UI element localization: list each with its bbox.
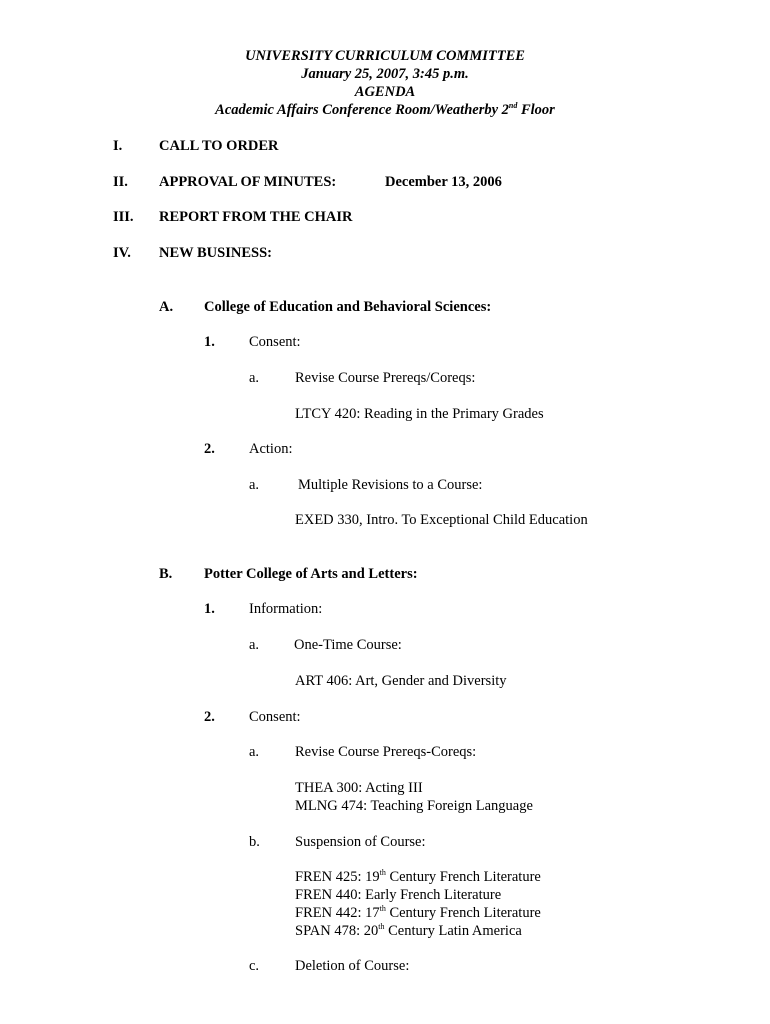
- item-number: 1.: [204, 601, 215, 617]
- item-label: Action:: [249, 441, 293, 457]
- item-label: Consent:: [249, 334, 301, 350]
- committee-title: UNIVERSITY CURRICULUM COMMITTEE: [245, 48, 525, 64]
- subitem-letter: a.: [249, 370, 260, 386]
- section-number: I.: [113, 138, 123, 154]
- agenda-label: AGENDA: [354, 84, 416, 100]
- course-entry: SPAN 478: 20th Century Latin America: [295, 922, 522, 939]
- item-number: 2.: [204, 441, 215, 457]
- college-letter: B.: [159, 566, 173, 582]
- subitem-label: Suspension of Course:: [295, 834, 426, 850]
- section-number: II.: [113, 174, 128, 190]
- item-number: 1.: [204, 334, 215, 350]
- section-title: REPORT FROM THE CHAIR: [159, 209, 353, 225]
- subitem-letter: a.: [249, 637, 260, 653]
- college-title: Potter College of Arts and Letters:: [204, 566, 418, 582]
- section-title: CALL TO ORDER: [159, 138, 279, 154]
- section-number: III.: [113, 209, 134, 225]
- course-entry: LTCY 420: Reading in the Primary Grades: [295, 406, 544, 422]
- course-entry: EXED 330, Intro. To Exceptional Child Education: [295, 512, 588, 528]
- course-entry: ART 406: Art, Gender and Diversity: [295, 673, 507, 689]
- course-entry: FREN 425: 19th Century French Literature: [295, 868, 541, 885]
- subitem-label: Revise Course Prereqs/Coreqs:: [295, 370, 476, 386]
- course-entry: FREN 440: Early French Literature: [295, 887, 502, 903]
- subitem-letter: a.: [249, 477, 260, 493]
- subitem-label: Multiple Revisions to a Course:: [298, 477, 483, 493]
- subitem-letter: b.: [249, 834, 260, 850]
- subitem-label: Deletion of Course:: [295, 958, 410, 974]
- section-title: NEW BUSINESS:: [159, 245, 272, 261]
- subitem-letter: c.: [249, 958, 260, 974]
- item-label: Consent:: [249, 709, 301, 725]
- course-entry: THEA 300: Acting III: [295, 780, 423, 796]
- meeting-location: Academic Affairs Conference Room/Weatherby 2nd Floor: [215, 101, 555, 118]
- subitem-label: One-Time Course:: [294, 637, 402, 653]
- item-label: Information:: [249, 601, 323, 617]
- college-letter: A.: [159, 299, 174, 315]
- item-number: 2.: [204, 709, 215, 725]
- section-title: APPROVAL OF MINUTES:: [159, 174, 337, 190]
- subitem-letter: a.: [249, 744, 260, 760]
- minutes-date: December 13, 2006: [385, 174, 502, 190]
- college-title: College of Education and Behavioral Sciences:: [204, 299, 492, 315]
- course-entry: MLNG 474: Teaching Foreign Language: [295, 798, 533, 814]
- subitem-label: Revise Course Prereqs-Coreqs:: [295, 744, 477, 760]
- course-entry: FREN 442: 17th Century French Literature: [295, 904, 541, 921]
- section-number: IV.: [113, 245, 131, 261]
- meeting-date: January 25, 2007, 3:45 p.m.: [301, 66, 469, 82]
